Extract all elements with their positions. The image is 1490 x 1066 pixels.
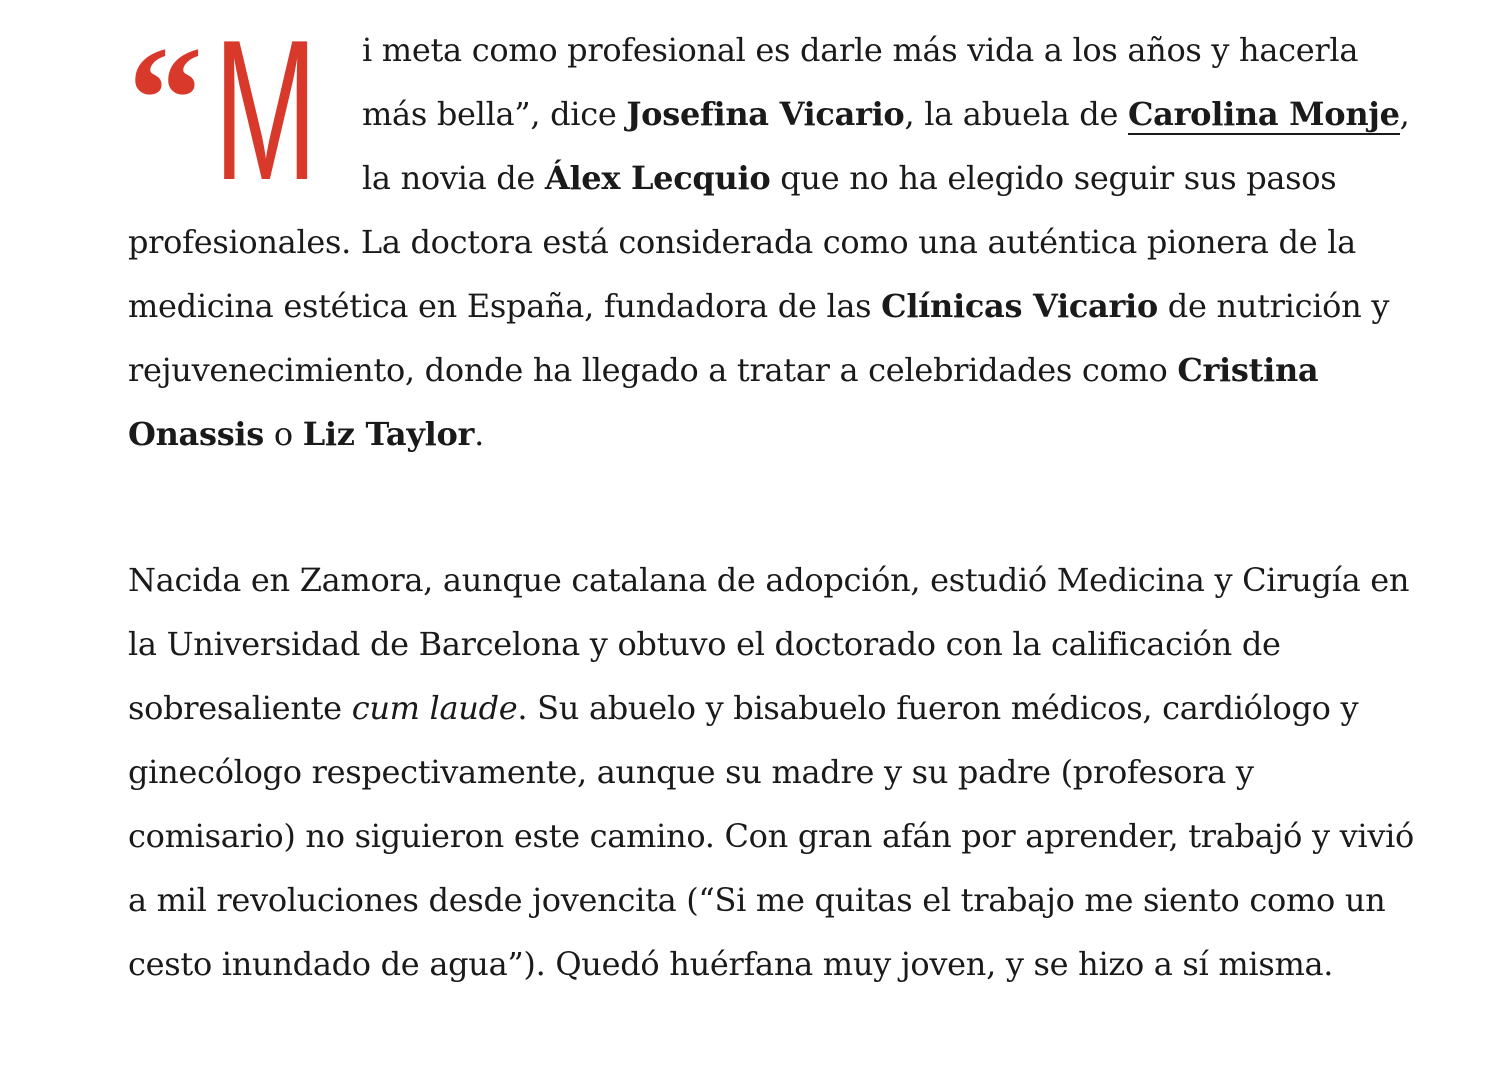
link-carolina-monje[interactable]: Carolina Monje bbox=[1128, 95, 1400, 133]
bold-name-liz-taylor: Liz Taylor bbox=[302, 415, 475, 453]
drop-cap-letter: M bbox=[214, 0, 318, 222]
paragraph-text: . Su abuelo y bisabuelo fueron médicos, cardiólogo y ginecólogo respectivamente, aunque su madre y su padre (profesora y comisario) no siguieron este camino. Con gran afán por aprender, trabajó y vivió a mil revoluciones desde jovencita (“Si me quitas el trabajo me siento como un cesto inundado de agua”). Quedó huérfana muy joven, y se hizo a sí misma. bbox=[128, 689, 1415, 983]
paragraph-text: , la novia de bbox=[362, 95, 1410, 197]
paragraph-text: Nacida en Zamora, aunque catalana de adopción, estudió Medicina y Cirugía en la Universidad de Barcelona y obtuvo el doctorado con la calificación de sobresaliente bbox=[128, 561, 1410, 727]
paragraph-text: o bbox=[263, 415, 303, 453]
drop-cap-quote: “ bbox=[128, 16, 203, 182]
bold-name-cristina-onassis: Cristina Onassis bbox=[128, 351, 1319, 453]
paragraph-text: de nutrición y rejuvenecimiento, donde ha llegado a tratar a celebridades como bbox=[128, 287, 1390, 389]
italic-cum-laude: cum laude bbox=[351, 689, 518, 727]
article-body bbox=[128, 0, 1428, 996]
article-paragraph-2 bbox=[128, 548, 1428, 996]
paragraph-text: i meta como profesional es darle más vida a los años y hacerla más bella”, dice bbox=[362, 31, 1359, 133]
article-paragraph-1 bbox=[128, 0, 1428, 466]
bold-name-josefina-vicario: Josefina Vicario bbox=[626, 95, 905, 133]
paragraph-text: , la abuela de bbox=[904, 95, 1128, 133]
drop-cap bbox=[128, 0, 362, 222]
bold-name-alex-lecquio: Álex Lecquio bbox=[544, 159, 771, 197]
paragraph-text: . bbox=[474, 415, 484, 453]
bold-name-clinicas-vicario: Clínicas Vicario bbox=[881, 287, 1158, 325]
paragraph-text: que no ha elegido seguir sus pasos profesionales. La doctora está considerada como una auténtica pionera de la medicina estética en España, fundadora de las bbox=[128, 159, 1356, 325]
